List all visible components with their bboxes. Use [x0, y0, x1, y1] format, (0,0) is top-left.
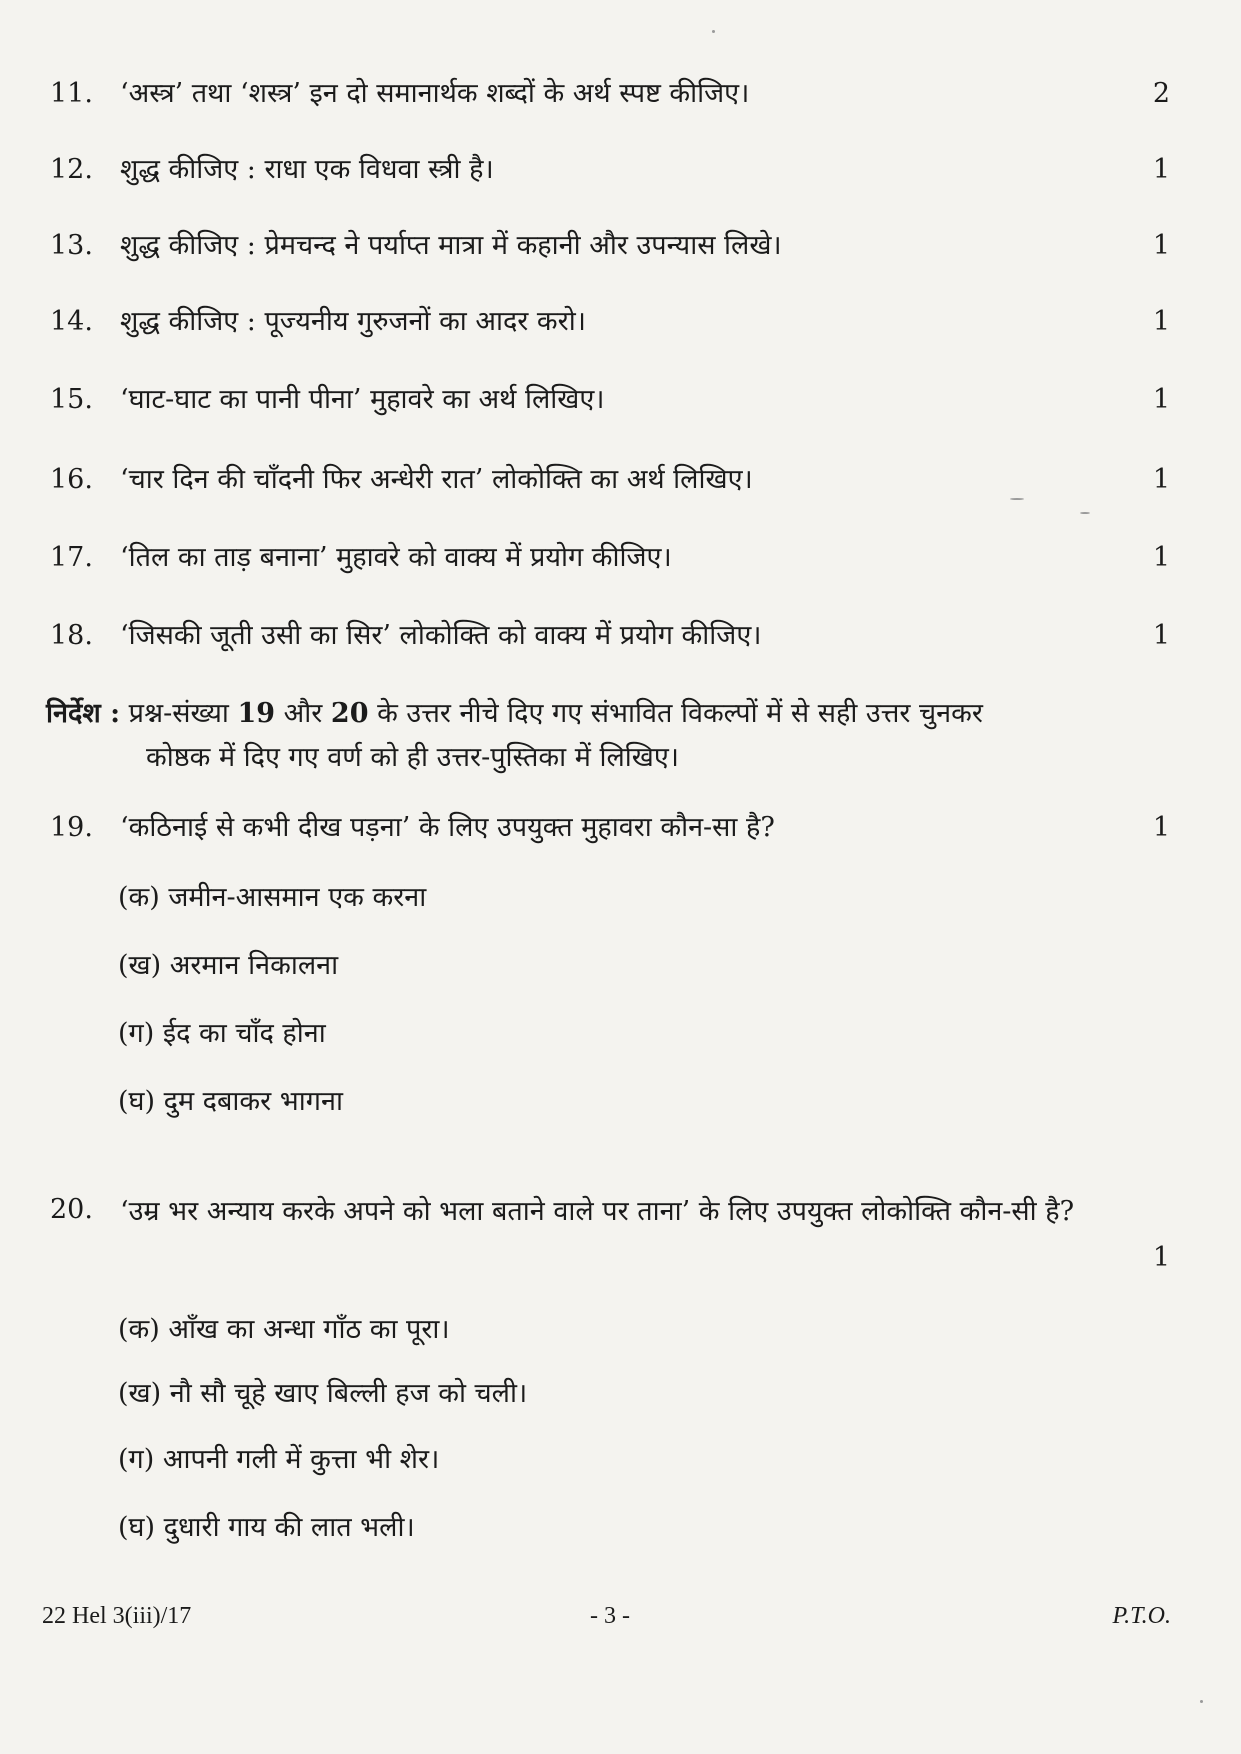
scan-speck [1200, 1700, 1203, 1703]
question-number: 18. [50, 620, 93, 651]
q19-option-kha: (ख) अरमान निकालना [118, 950, 339, 981]
question-marks: 1 [1152, 154, 1170, 185]
question-marks: 1 [1152, 384, 1170, 415]
scan-speck [1010, 498, 1024, 500]
q20-option-gha: (घ) दुधारी गाय की लात भली। [118, 1512, 415, 1543]
q20-option-kha: (ख) नौ सौ चूहे खाए बिल्ली हज को चली। [118, 1378, 528, 1409]
question-marks: 1 [1152, 620, 1170, 651]
question-text: शुद्ध कीजिए : प्रेमचन्द ने पर्याप्त मात्रा में कहानी और उपन्यास लिखे। [120, 230, 782, 261]
q19-option-ka: (क) जमीन-आसमान एक करना [118, 882, 427, 913]
question-number: 19. [50, 812, 93, 843]
question-text: ‘अस्त्र’ तथा ‘शस्त्र’ इन दो समानार्थक शब्दों के अर्थ स्पष्ट कीजिए। [120, 78, 750, 109]
q19-option-gha: (घ) दुम दबाकर भागना [118, 1086, 343, 1117]
question-number: 16. [50, 464, 93, 495]
question-text: ‘जिसकी जूती उसी का सिर’ लोकोक्ति को वाक्य में प्रयोग कीजिए। [120, 620, 762, 651]
question-number: 17. [50, 542, 93, 573]
q19-option-ga: (ग) ईद का चाँद होना [118, 1018, 326, 1049]
question-text: ‘घाट-घाट का पानी पीना’ मुहावरे का अर्थ लिखिए। [120, 384, 605, 415]
question-text: ‘उम्र भर अन्याय करके अपने को भला बताने वाले पर ताना’ के लिए उपयुक्त लोकोक्ति कौन-सी है? [120, 1196, 1075, 1227]
direction-text-pre: प्रश्न-संख्या [128, 698, 238, 729]
direction-label: निर्देश : [46, 698, 121, 729]
question-number: 20. [50, 1194, 93, 1225]
direction-number-19: 19 [237, 698, 276, 729]
question-number: 12. [50, 154, 93, 185]
direction-note [46, 692, 1176, 780]
question-text: ‘तिल का ताड़ बनाना’ मुहावरे को वाक्य में प्रयोग कीजिए। [120, 542, 672, 573]
direction-text-post: के उत्तर नीचे दिए गए संभावित विकल्पों में से सही उत्तर चुनकर [368, 698, 983, 729]
question-marks: 1 [1152, 1242, 1170, 1273]
please-turn-over: P.T.O. [1112, 1603, 1171, 1629]
question-marks: 1 [1152, 464, 1170, 495]
scan-speck [712, 30, 715, 33]
question-text: ‘चार दिन की चाँदनी फिर अन्धेरी रात’ लोकोक्ति का अर्थ लिखिए। [120, 464, 753, 495]
question-20 [50, 1190, 1170, 1280]
scan-speck [1080, 512, 1090, 514]
question-text: ‘कठिनाई से कभी दीख पड़ना’ के लिए उपयुक्त मुहावरा कौन-सा है? [120, 812, 775, 843]
question-marks: 1 [1152, 306, 1170, 337]
question-marks: 1 [1152, 812, 1170, 843]
question-number: 15. [50, 384, 93, 415]
q20-option-ga: (ग) आपनी गली में कुत्ता भी शेर। [118, 1444, 440, 1475]
direction-line-2: कोष्ठक में दिए गए वर्ण को ही उत्तर-पुस्तिका में लिखिए। [146, 742, 679, 773]
question-marks: 1 [1152, 542, 1170, 573]
question-number: 14. [50, 306, 93, 337]
question-text: शुद्ध कीजिए : राधा एक विधवा स्त्री है। [120, 154, 494, 185]
q20-option-ka: (क) आँख का अन्धा गाँठ का पूरा। [118, 1314, 450, 1345]
question-number: 11. [50, 78, 93, 109]
question-marks: 2 [1152, 78, 1170, 109]
question-text: शुद्ध कीजिए : पूज्यनीय गुरुजनों का आदर करो। [120, 306, 586, 337]
question-marks: 1 [1152, 230, 1170, 261]
paper-code: 22 Hel 3(iii)/17 [42, 1603, 192, 1629]
question-number: 13. [50, 230, 93, 261]
page-number: - 3 - [590, 1603, 630, 1629]
direction-text-mid: और [275, 698, 331, 729]
direction-number-20: 20 [330, 698, 369, 729]
